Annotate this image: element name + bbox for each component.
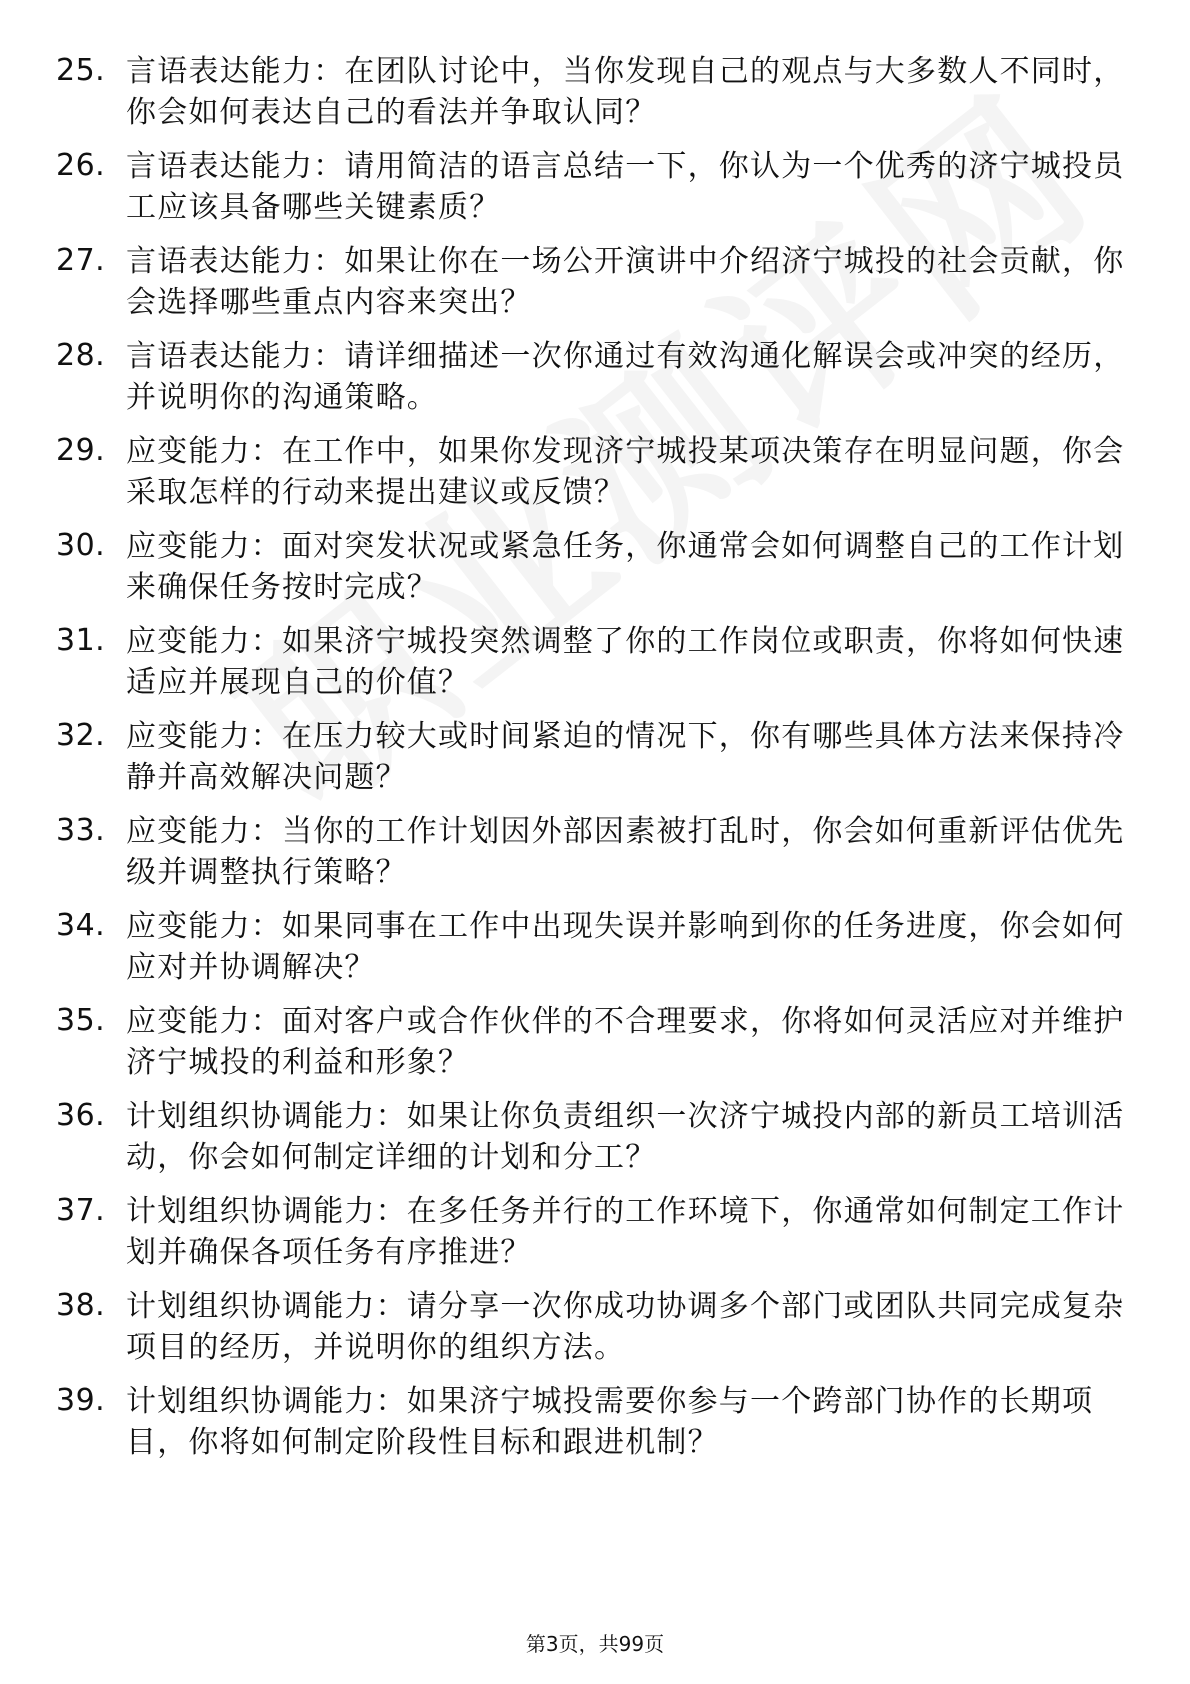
page-footer: 第3页，共99页 xyxy=(525,1632,665,1656)
list-item xyxy=(56,50,1136,145)
list-item xyxy=(56,715,1136,810)
list-item xyxy=(56,810,1136,905)
question-number: 29. xyxy=(56,433,106,468)
question-text: 应变能力：在压力较大或时间紧迫的情况下，你有哪些具体方法来保持冷静并高效解决问题？ xyxy=(126,719,1125,795)
question-text: 应变能力：在工作中，如果你发现济宁城投某项决策存在明显问题，你会采取怎样的行动来提出建议或反馈？ xyxy=(126,434,1125,510)
list-item xyxy=(56,905,1136,1000)
list-item xyxy=(56,1285,1136,1380)
question-number: 28. xyxy=(56,338,106,373)
question-text: 计划组织协调能力：如果让你负责组织一次济宁城投内部的新员工培训活动，你会如何制定详细的计划和分工？ xyxy=(126,1099,1125,1175)
question-number: 32. xyxy=(56,718,106,753)
question-text: 言语表达能力：请详细描述一次你通过有效沟通化解误会或冲突的经历，并说明你的沟通策略。 xyxy=(126,339,1125,415)
question-list xyxy=(56,50,1136,1475)
question-number: 27. xyxy=(56,243,106,278)
list-item xyxy=(56,335,1136,430)
question-text: 应变能力：如果济宁城投突然调整了你的工作岗位或职责，你将如何快速适应并展现自己的价值？ xyxy=(126,624,1125,700)
list-item xyxy=(56,525,1136,620)
question-text: 应变能力：当你的工作计划因外部因素被打乱时，你会如何重新评估优先级并调整执行策略？ xyxy=(126,814,1125,890)
list-item xyxy=(56,1190,1136,1285)
question-number: 26. xyxy=(56,148,106,183)
question-number: 33. xyxy=(56,813,106,848)
list-item xyxy=(56,620,1136,715)
question-text: 言语表达能力：如果让你在一场公开演讲中介绍济宁城投的社会贡献，你会选择哪些重点内容来突出？ xyxy=(126,244,1125,320)
question-number: 36. xyxy=(56,1098,106,1133)
question-number: 31. xyxy=(56,623,106,658)
question-number: 30. xyxy=(56,528,106,563)
question-number: 35. xyxy=(56,1003,106,1038)
question-text: 计划组织协调能力：在多任务并行的工作环境下，你通常如何制定工作计划并确保各项任务有序推进？ xyxy=(126,1194,1125,1270)
question-number: 37. xyxy=(56,1193,106,1228)
question-text: 言语表达能力：请用简洁的语言总结一下，你认为一个优秀的济宁城投员工应该具备哪些关键素质？ xyxy=(126,149,1125,225)
question-text: 应变能力：如果同事在工作中出现失误并影响到你的任务进度，你会如何应对并协调解决？ xyxy=(126,909,1125,985)
list-item xyxy=(56,1095,1136,1190)
question-text: 言语表达能力：在团队讨论中，当你发现自己的观点与大多数人不同时，你会如何表达自己的看法并争取认同？ xyxy=(126,54,1125,130)
question-text: 计划组织协调能力：如果济宁城投需要你参与一个跨部门协作的长期项目，你将如何制定阶段性目标和跟进机制？ xyxy=(126,1384,1094,1460)
question-number: 39. xyxy=(56,1383,106,1418)
list-item xyxy=(56,1000,1136,1095)
question-text: 计划组织协调能力：请分享一次你成功协调多个部门或团队共同完成复杂项目的经历，并说明你的组织方法。 xyxy=(126,1289,1125,1365)
list-item xyxy=(56,145,1136,240)
question-number: 34. xyxy=(56,908,106,943)
list-item xyxy=(56,240,1136,335)
question-text: 应变能力：面对突发状况或紧急任务，你通常会如何调整自己的工作计划来确保任务按时完成？ xyxy=(126,529,1125,605)
question-text: 应变能力：面对客户或合作伙伴的不合理要求，你将如何灵活应对并维护济宁城投的利益和形象？ xyxy=(126,1004,1125,1080)
list-item xyxy=(56,1380,1136,1475)
question-number: 25. xyxy=(56,53,106,88)
list-item xyxy=(56,430,1136,525)
question-number: 38. xyxy=(56,1288,106,1323)
